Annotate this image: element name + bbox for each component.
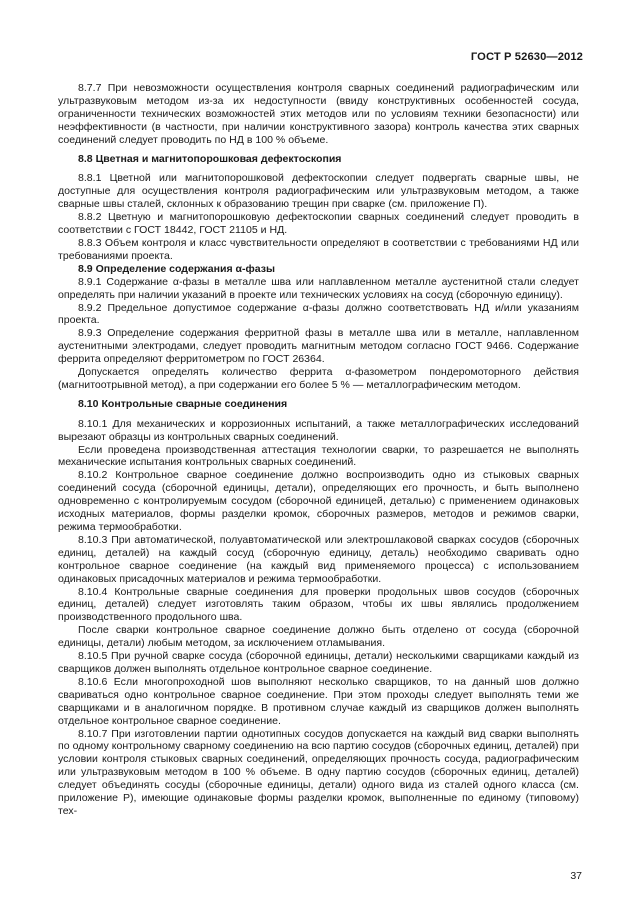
paragraph-8-7-7: 8.7.7 При невозможности осуществления контроля сварных соединений радиографическим или ультразвуковым методом из-за их недоступности (ввиду конструктивных особенностей сосуда, ограниченности технических возможностей этих методов или по условиям техники безопасности) или неэффективности (в частности, при наличии конструктивного зазора) контроль качества этих сварных соединений следует проводить по НД в 100 % объеме. (58, 82, 579, 146)
paragraph-8-10-4: 8.10.4 Контрольные сварные соединения для проверки продольных швов сосудов (сборочных единиц, деталей) следует изготовлять таким образом, чтобы их швы являлись продолжением производственного продольного шва. (58, 585, 579, 624)
document-body (58, 82, 579, 818)
paragraph-8-8-3: 8.8.3 Объем контроля и класс чувствительности определяют в соответствии с требованиями НД или требованиями проекта. (58, 236, 579, 262)
paragraph-8-10-2: 8.10.2 Контрольное сварное соединение должно воспроизводить одно из стыковых сварных соединений сосуда (сборочной единицы, детали), определяющих его прочность, и быть выполнено одновременно с контролируемым сосудом (сборочной единицей, деталью) с применением одинаковых исходных материалов, формы разделки кромок, сборочных размеров, методов и режимов сварки, режима термообработки. (58, 469, 579, 533)
paragraph-8-10-6: 8.10.6 Если многопроходной шов выполняют несколько сварщиков, то на данный шов должно свариваться одно контрольное сварное соединение. При этом проходы следует выполнять теми же сварщиками и в аналогичном порядке. В противном случае каждый из сварщиков должен выполнять отдельное контрольное сварное соединение. (58, 675, 579, 727)
paragraph-8-9-3: 8.9.3 Определение содержания ферритной фазы в металле шва или в металле, наплавленном аустенитными электродами, следует проводить магнитным методом согласно ГОСТ 9466. Содержание феррита определяют ферритометром по ГОСТ 26364. (58, 327, 579, 366)
document-code-header: ГОСТ Р 52630—2012 (470, 51, 583, 63)
paragraph-8-10-5: 8.10.5 При ручной сварке сосуда (сборочной единицы, детали) несколькими сварщиками каждый из сварщиков должен выполнять отдельное контрольное сварное соединение. (58, 650, 579, 675)
paragraph-ferrite-note: Допускается определять количество феррита α-фазометром пондеромоторного действия (магнитоотрывной метод), а при содержании его более 5 % — металлографическим методом. (58, 366, 579, 391)
paragraph-8-8-1: 8.8.1 Цветной или магнитопорошковой дефектоскопии следует подвергать сварные швы, не доступные для осуществления контроля радиографическим или ультразвуковым методом, а также сварные швы сталей, склонных к образованию трещин при сварке (см. приложение П). (58, 172, 579, 211)
paragraph-8-8-2: 8.8.2 Цветную и магнитопорошковую дефектоскопии сварных соединений следует проводить в соответствии с ГОСТ 18442, ГОСТ 21105 и НД. (58, 211, 579, 237)
paragraph-8-10-7: 8.10.7 При изготовлении партии однотипных сосудов допускается на каждый вид сварки выполнять по одному контрольному сварному соединению на всю партию сосудов (сборочных единиц, деталей) при условии контроля стыковых сварных соединений, определяющих прочность сосуда, радиографическим или ультразвуковым методом в 100 % объеме. В одну партию сосудов (сборочных единиц, деталей) следует объединять сосуды (сборочные единицы, детали) одного вида из сталей одного класса (см. приложение Р), имеющие одинаковые формы разделки кромок, выполненные по единому (типовому) тех- (58, 727, 579, 817)
paragraph-8-10-1-note: Если проведена производственная аттестация технологии сварки, то разрешается не выполнять механические испытания контрольных сварных соединений. (58, 443, 579, 469)
page-number: 37 (570, 870, 582, 882)
paragraph-8-9-2: 8.9.2 Предельное допустимое содержание α-фазы должно соответствовать НД и/или указаниям проекта. (58, 301, 579, 327)
section-heading-8-10: 8.10 Контрольные сварные соединения (78, 397, 288, 410)
section-heading-8-9: 8.9 Определение содержания α-фазы (78, 262, 276, 275)
section-heading-8-8: 8.8 Цветная и магнитопорошковая дефектоскопия (78, 152, 342, 165)
paragraph-8-10-4-note: После сварки контрольное сварное соединение должно быть отделено от сосуда (сборочной единицы, детали) любым методом, за исключением отламывания. (58, 624, 579, 650)
paragraph-8-10-1: 8.10.1 Для механических и коррозионных испытаний, а также металлографических исследований вырезают образцы из контрольных сварных соединений. (58, 417, 579, 443)
paragraph-8-9-1: 8.9.1 Содержание α-фазы в металле шва или наплавленном металле аустенитной стали следует определять при наличии указаний в проекте или технических условиях на сосуд (сборочную единицу). (58, 275, 579, 301)
paragraph-8-10-3: 8.10.3 При автоматической, полуавтоматической или электрошлаковой сварках сосудов (сборочных единиц, деталей) на каждый сосуд (сборочную единицу, деталь) необходимо сваривать одно контрольное сварное соединение (на каждый вид применяемого процесса) с использованием одинаковых присадочных материалов и режима термообработки. (58, 533, 579, 585)
